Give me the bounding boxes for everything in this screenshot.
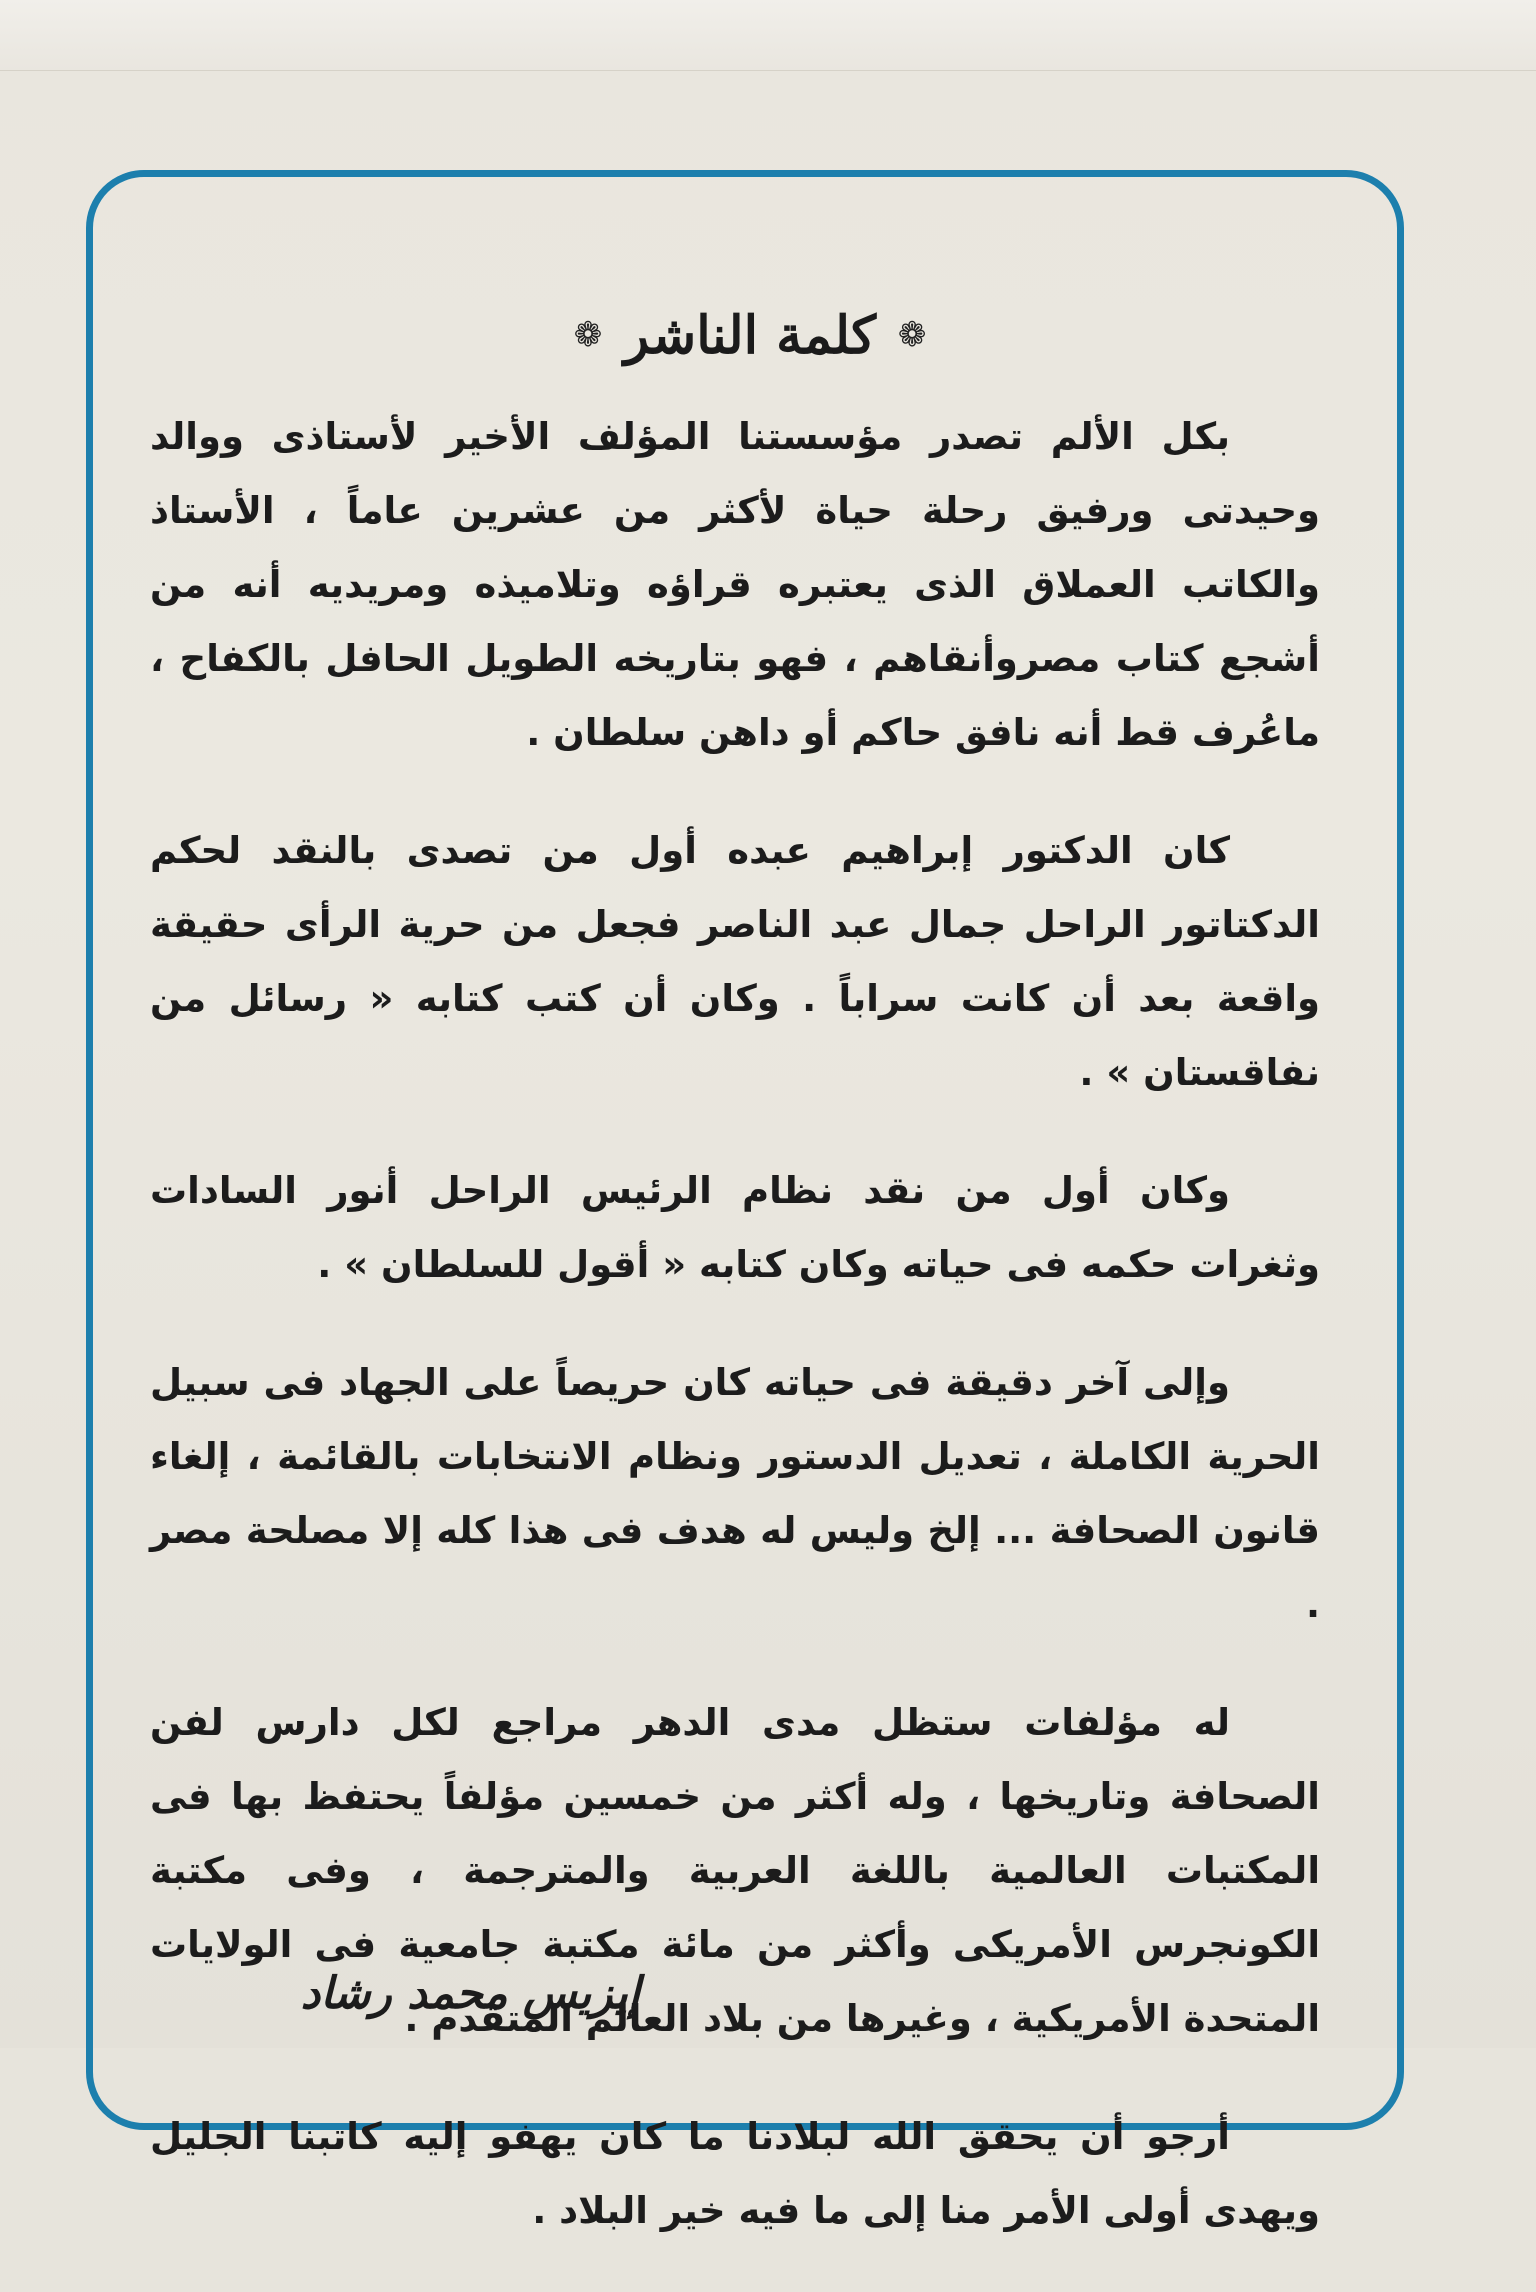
page-title: كلمة الناشر [623,304,877,366]
ornament-right-icon: ❁ [897,315,927,355]
paragraph-2: كان الدكتور إبراهيم عبده أول من تصدى بالنقد لحكم الدكتاتور الراحل جمال عبد الناصر فجعل من حرية الرأى حقيقة واقعة بعد أن كانت سراباً . وكان أن كتب كتابه « رسائل من نفاقستان » . [150,829,1320,1094]
paragraph-5: له مؤلفات ستظل مدى الدهر مراجع لكل دارس لفن الصحافة وتاريخها ، وله أكثر من خمسين مؤلفاً يحتفظ بها فى المكتبات العالمية باللغة العربية والمترجمة ، وفى مكتبة الكونجرس الأمريكى وأكثر من مائة مكتبة جامعية فى الولايات المتحدة الأمريكية ، وغيرها من بلاد العالم المتقدم . [150,1701,1320,2040]
signature: إيزيس محمد رشاد [300,1968,640,2019]
paragraph-3: وكان أول من نقد نظام الرئيس الراحل أنور السادات وثغرات حكمه فى حياته وكان كتابه « أقول للسلطان » . [150,1169,1320,1286]
ornament-left-icon: ❁ [573,315,603,355]
paragraph-6: أرجو أن يحقق الله لبلادنا ما كان يهفو إليه كاتبنا الجليل ويهدى أولى الأمر منا إلى ما فيه خير البلاد . [150,2115,1320,2232]
paragraph-1: بكل الألم تصدر مؤسستنا المؤلف الأخير لأستاذى ووالد وحيدتى ورفيق رحلة حياة لأكثر من عشرين عاماً ، الأستاذ والكاتب العملاق الذى يعتبره قراؤه وتلاميذه ومريديه أنه من أشجع كتاب مصروأنقاهم ، فهو بتاريخه الطويل الحافل بالكفاح ، ماعُرف قط أنه نافق حاكم أو داهن سلطان . [150,415,1320,754]
heading [540,290,960,380]
page-top-edge [0,0,1536,71]
paragraph-4: وإلى آخر دقيقة فى حياته كان حريصاً على الجهاد فى سبيل الحرية الكاملة ، تعديل الدستور ونظام الانتخابات بالقائمة ، إلغاء قانون الصحافة ... إلخ وليس له هدف فى هذا كله إلا مصلحة مصر . [150,1361,1320,1626]
